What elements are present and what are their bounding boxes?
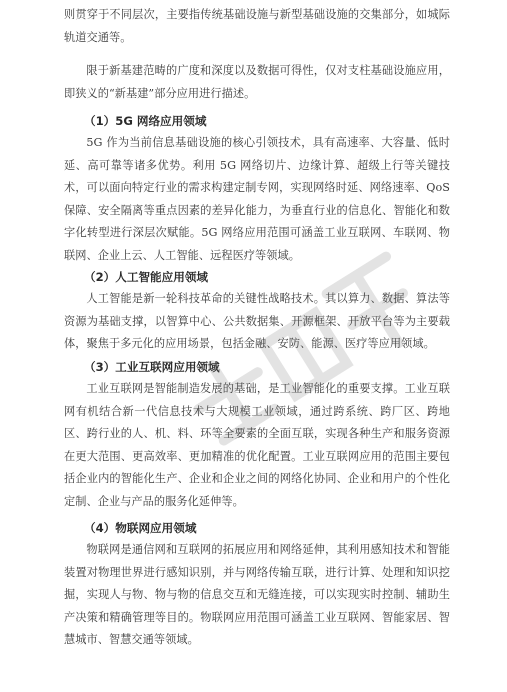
paragraph-5g: 5G 作为当前信息基础设施的核心引领技术，具有高速率、大容量、低时延、高可靠等诸多优势。利用 5G 网络切片、边缘计算、超级上行等关键技术，可以面向特定行业的需求构建定制专网，实现网络时延、网络速率、QoS 保障、安全隔离等重点因素的差异化能力，为垂直行业的信息化、智能化和数字化转型进行深层次赋能。5G 网络应用范围可涵盖工业互联网、车联网、物联网、企业上云、人工智能、远程医疗等领域。 — [64, 136, 450, 262]
heading-5g: （1）5G 网络应用领域 — [84, 114, 207, 128]
heading-iiot: （3）工业互联网应用领域 — [84, 360, 220, 374]
paragraph-ai: 人工智能是新一轮科技革命的关键性战略技术。其以算力、数据、算法等资源为基础支撑，以智算中心、公共数据集、开源框架、开放平台等为主要载体，聚焦于多元化的应用场景，包括金融、安防、能源、医疗等应用领域。 — [64, 292, 450, 351]
paragraph-scope: 限于新基建范畴的广度和深度以及数据可得性，仅对支柱基础设施应用，即狭义的“新基建”部分应用进行描述。 — [64, 64, 450, 100]
heading-ai: （2）人工智能应用领域 — [84, 270, 209, 284]
paragraph-iot: 物联网是通信网和互联网的拓展应用和网络延伸，其利用感知技术和智能装置对物理世界进行感知识别，并与网络传输互联，进行计算、处理和知识挖掘，实现人与物、物与物的信息交互和无缝连接，可以实现实时控制、辅助生产决策和精确管理等目的。物联网应用范围可涵盖工业互联网、智能家居、智慧城市、智慧交通等领域。 — [64, 543, 450, 647]
heading-iot: （4）物联网应用领域 — [84, 521, 197, 535]
paragraph-iiot: 工业互联网是智能制造发展的基础，是工业智能化的重要支撑。工业互联网有机结合新一代信息技术与大规模工业领域，通过跨系统、跨厂区、跨地区、跨行业的人、机、料、环等全要素的全面互联，实现各种生产和服务资源在更大范围、更高效率、更加精准的优化配置。工业互联网应用的范围主要包括企业内的智能化生产、企业和企业之间的网络化协同、企业和用户的个性化定制、企业与产品的服务化延伸等。 — [64, 382, 450, 508]
paragraph-intro-tail: 则贯穿于不同层次，主要指传统基础设施与新型基础设施的交集部分，如城际轨道交通等。 — [64, 8, 450, 44]
